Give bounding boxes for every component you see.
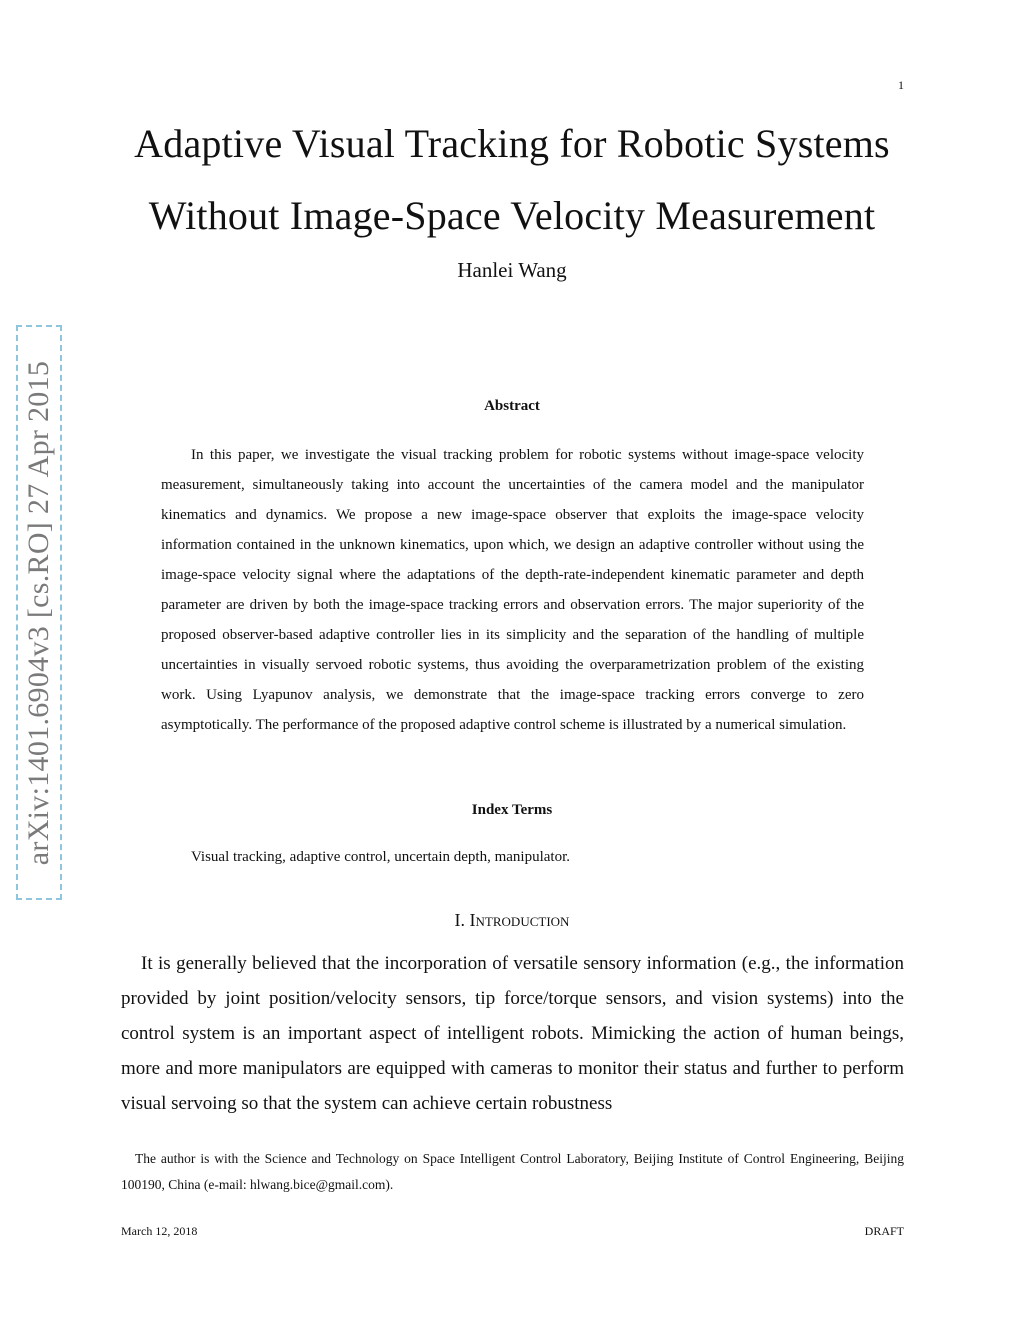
footer-date: March 12, 2018 bbox=[121, 1224, 198, 1238]
title-line-1: Adaptive Visual Tracking for Robotic Systems bbox=[134, 121, 890, 166]
abstract-heading: Abstract bbox=[484, 398, 540, 414]
footnote-text: The author is with the Science and Technology on Space Intelligent Control Laboratory, Beijing Institute of Control Engineering, Beijing 100190, China (e-mail: hlwang.bice@gmail.com). bbox=[121, 1151, 904, 1192]
author-name: Hanlei Wang bbox=[457, 258, 567, 282]
introduction-paragraph: It is generally believed that the incorporation of versatile sensory information (e.g., the information provided by joint position/velocity sensors, tip force/torque sensors, and vision systems) into the control system is an important aspect of intelligent robots. Mimicking the action of human beings, more and more manipulators are equipped with cameras to monitor their status and further to perform visual servoing so that the system can achieve certain robustness bbox=[121, 953, 904, 1114]
footer-draft-label: DRAFT bbox=[864, 1224, 904, 1238]
arxiv-identifier: arXiv:1401.6904v3 [cs.RO] 27 Apr 2015 bbox=[22, 360, 55, 865]
index-terms-text: Visual tracking, adaptive control, uncertain depth, manipulator. bbox=[191, 849, 570, 865]
author-footnote bbox=[121, 1146, 904, 1198]
index-terms-heading: Index Terms bbox=[471, 802, 553, 818]
section-heading bbox=[0, 910, 1024, 931]
page-number: 1 bbox=[898, 78, 904, 92]
abstract-body bbox=[161, 440, 864, 740]
introduction-body bbox=[121, 946, 904, 1121]
section-title: Introduction bbox=[469, 910, 570, 930]
paper-title bbox=[0, 108, 1024, 252]
title-line-2: Without Image-Space Velocity Measurement bbox=[148, 193, 876, 238]
section-number: I. bbox=[454, 910, 466, 930]
abstract-paragraph: In this paper, we investigate the visual tracking problem for robotic systems without image-space velocity measurement, simultaneously taking into account the uncertainties of the camera model and the manipulator kinematics and dynamics. We propose a new image-space observer that exploits the image-space velocity information contained in the unknown kinematics, upon which, we design an adaptive controller without using the image-space velocity signal where the adaptations of the depth-rate-independent kinematic parameter and depth parameter are driven by both the image-space tracking errors and observation errors. The major superiority of the proposed observer-based adaptive controller lies in its simplicity and the separation of the handling of multiple uncertainties in visually servoed robotic systems, thus avoiding the overparametrization problem of the existing work. Using Lyapunov analysis, we demonstrate that the image-space tracking errors converge to zero asymptotically. The performance of the proposed adaptive control scheme is illustrated by a numerical simulation. bbox=[161, 447, 864, 733]
